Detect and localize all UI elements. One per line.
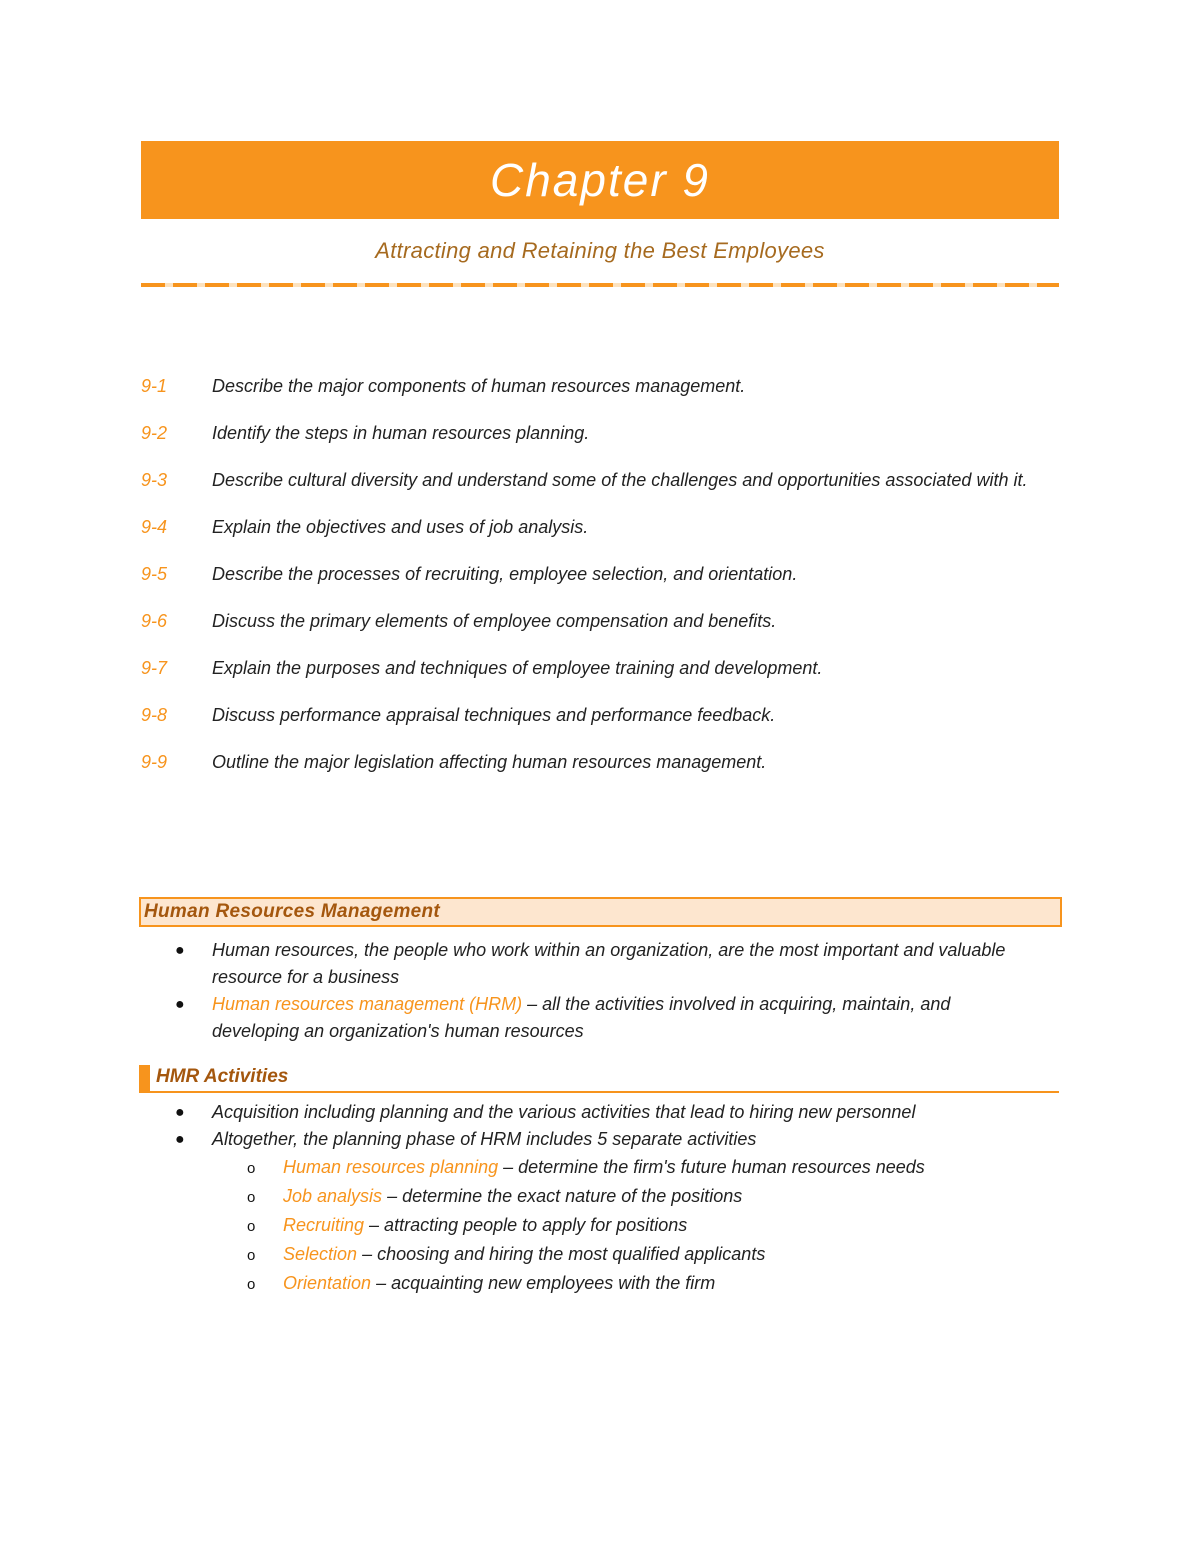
- circle-bullet-icon: o: [247, 1218, 256, 1235]
- sub-bullet-item: [141, 1153, 1041, 1182]
- bullet-text: Altogether, the planning phase of HRM includes 5 separate activities: [212, 1129, 757, 1149]
- section-heading-box: [139, 897, 1062, 927]
- bullet-dot-icon: ●: [175, 996, 185, 1013]
- bullet-text: Human resources, the people who work within an organization, are the most important and valuable resource for a business: [212, 940, 1006, 987]
- bullet-item: [141, 991, 1041, 1045]
- bullet-text: – all the activities involved in acquiring, maintain, and developing an organization's human resources: [212, 994, 951, 1041]
- sub-bullet-item: [141, 1269, 1041, 1298]
- bullet-dot-icon: ●: [175, 1104, 185, 1121]
- section-bullet-list: [141, 937, 1041, 1045]
- circle-bullet-icon: o: [247, 1247, 256, 1264]
- objective-text: Explain the objectives and uses of job analysis.: [212, 517, 589, 537]
- key-term: Orientation: [283, 1273, 372, 1293]
- objective-text: Describe the major components of human resources management.: [212, 376, 746, 396]
- objective-number: 9-6: [141, 611, 168, 631]
- objective-number: 9-2: [141, 423, 168, 443]
- subsection-title: HMR Activities: [156, 1066, 289, 1087]
- key-term: Job analysis: [283, 1186, 383, 1206]
- heading-accent-bar: [139, 1065, 150, 1091]
- chapter-banner: [141, 141, 1059, 219]
- objective-text: Discuss the primary elements of employee compensation and benefits.: [212, 611, 777, 631]
- sub-bullet-item: [141, 1182, 1041, 1211]
- objective-number: 9-1: [141, 376, 168, 396]
- objective-number: 9-7: [141, 658, 168, 678]
- sub-bullet-item: [141, 1240, 1041, 1269]
- objective-text: Explain the purposes and techniques of employee training and development.: [212, 658, 823, 678]
- sub-bullet-text: – attracting people to apply for positions: [364, 1215, 688, 1235]
- objective-item: [141, 749, 1051, 776]
- bullet-item: [141, 1099, 1041, 1126]
- objective-text: Describe cultural diversity and understand some of the challenges and opportunities associated with it.: [212, 470, 1028, 490]
- objective-text: Identify the steps in human resources planning.: [212, 423, 590, 443]
- chapter-subtitle: Attracting and Retaining the Best Employees: [375, 238, 825, 263]
- circle-bullet-icon: o: [247, 1189, 256, 1206]
- objective-number: 9-4: [141, 517, 168, 537]
- key-term: Human resources planning: [283, 1157, 499, 1177]
- subsection-heading: [139, 1065, 1059, 1093]
- circle-bullet-icon: o: [247, 1160, 256, 1177]
- objective-text: Describe the processes of recruiting, employee selection, and orientation.: [212, 564, 798, 584]
- objective-item: [141, 561, 1051, 588]
- key-term: Human resources management (HRM): [212, 994, 523, 1014]
- objective-item: [141, 608, 1051, 635]
- objective-number: 9-9: [141, 752, 168, 772]
- objective-item: [141, 655, 1051, 682]
- bullet-dot-icon: ●: [175, 1131, 185, 1148]
- chapter-title: Chapter 9: [489, 154, 710, 206]
- learning-objectives: [141, 373, 1051, 796]
- bullet-text: Acquisition including planning and the various activities that lead to hiring new personnel: [212, 1102, 916, 1122]
- objective-item: [141, 420, 1051, 447]
- section-title: Human Resources Management: [144, 901, 441, 922]
- objective-item: [141, 467, 1051, 494]
- sub-bullet-text: – determine the exact nature of the positions: [382, 1186, 743, 1206]
- bullet-dot-icon: ●: [175, 942, 185, 959]
- objective-text: Outline the major legislation affecting human resources management.: [212, 752, 767, 772]
- circle-bullet-icon: o: [247, 1276, 256, 1293]
- sub-bullet-text: – choosing and hiring the most qualified applicants: [357, 1244, 766, 1264]
- key-term: Selection: [283, 1244, 358, 1264]
- objective-number: 9-3: [141, 470, 168, 490]
- sub-bullet-item: [141, 1211, 1041, 1240]
- objective-number: 9-5: [141, 564, 168, 584]
- sub-bullet-text: – determine the firm's future human resources needs: [498, 1157, 925, 1177]
- objective-text: Discuss performance appraisal techniques and performance feedback.: [212, 705, 776, 725]
- bullet-item: [141, 1126, 1041, 1153]
- bullet-item: [141, 937, 1041, 991]
- objective-item: [141, 373, 1051, 400]
- key-term: Recruiting: [283, 1215, 365, 1235]
- subsection-bullet-list: [141, 1099, 1041, 1298]
- objective-number: 9-8: [141, 705, 168, 725]
- objective-item: [141, 514, 1051, 541]
- sub-bullet-text: – acquainting new employees with the firm: [371, 1273, 716, 1293]
- dashed-divider: [141, 283, 1059, 287]
- objective-item: [141, 702, 1051, 729]
